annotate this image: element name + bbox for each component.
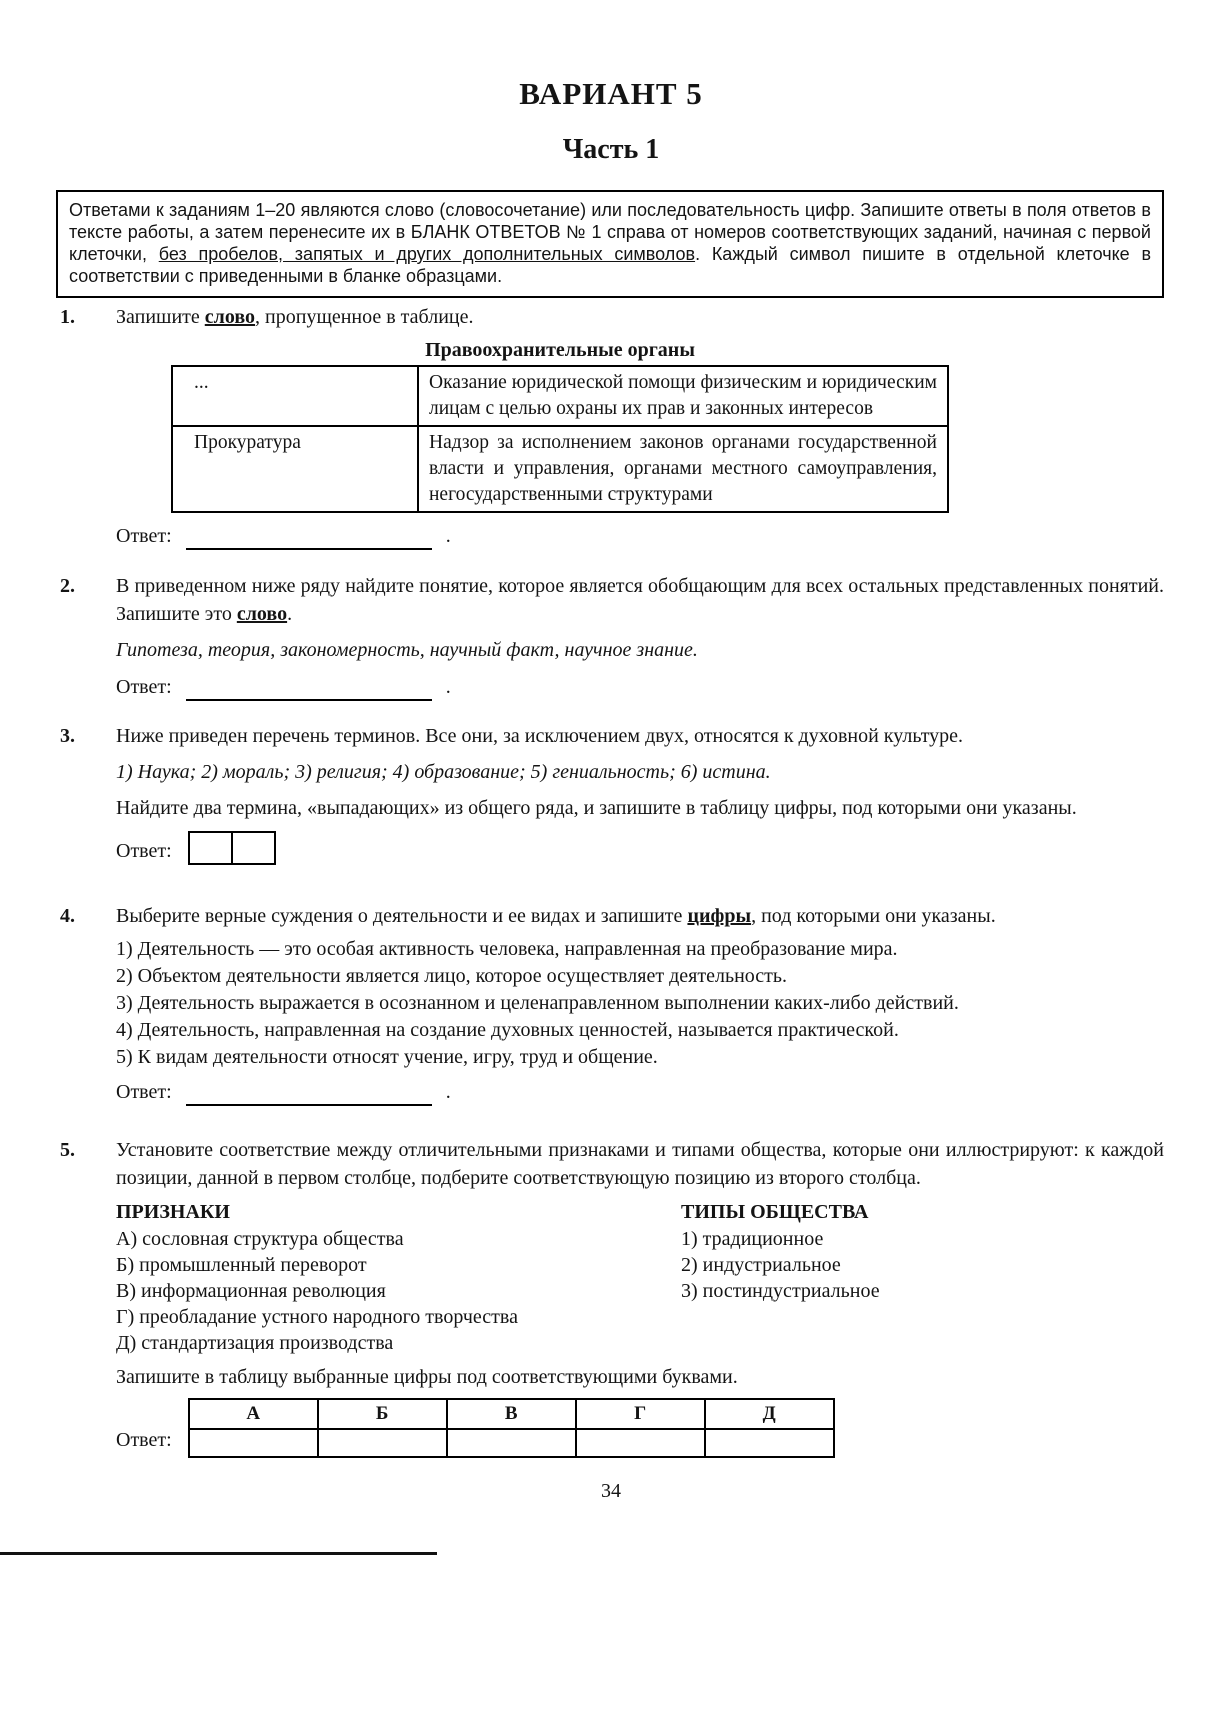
society-type-item: 3) постиндустриальное <box>681 1280 880 1302</box>
table-cell-definition: Оказание юридической помощи физическим и юридическим лицам с целью охраны их прав и законных интересов <box>418 366 948 426</box>
answer-label: Ответ: <box>116 840 172 862</box>
answer-blank <box>186 674 432 701</box>
table-row <box>172 426 948 512</box>
part-title: Часть 1 <box>562 134 660 165</box>
question-3-number: 3. <box>60 725 75 747</box>
table-row <box>172 366 948 426</box>
answer-cell <box>447 1429 576 1457</box>
statement-item: 1) Деятельность — это особая активность человека, направленная на преобразование мира. <box>116 938 898 960</box>
table-cell-term: Прокуратура <box>172 426 418 512</box>
question-5-number: 5. <box>60 1139 75 1161</box>
question-1-text-before: Запишите <box>116 306 205 328</box>
answer-column-header: А <box>189 1399 318 1429</box>
scan-artifact-line <box>0 1552 437 1555</box>
answer-cell <box>231 831 276 865</box>
question-4-items <box>116 936 1164 1071</box>
question-3-intro: Ниже приведен перечень терминов. Все они, за исключением двух, относятся к духовной культуре. <box>116 725 964 747</box>
answer-table-input-row <box>189 1429 834 1457</box>
variant-title: ВАРИАНТ 5 <box>519 76 703 111</box>
answer-line-q1 <box>116 522 1164 550</box>
society-type-item: 2) индустриальное <box>681 1254 841 1276</box>
answer-period: . <box>445 1081 451 1103</box>
instructions-text-before: Ответами к заданиям 1–20 являются слово (словосочетание) или последовательность цифр. Запишите ответы в поля ответов в тексте работы, а затем перенесите их в БЛАНК ОТВЕТОВ № 1 справа от номеров соответствующих заданий, начиная с первой клеточки, <box>69 200 1151 264</box>
question-4-text-after: , под которыми они указаны. <box>751 905 996 927</box>
answer-column-header: Б <box>318 1399 447 1429</box>
answer-blank <box>186 523 432 550</box>
answer-table-header-row <box>189 1399 834 1429</box>
feature-item: А) сословная структура общества <box>116 1228 404 1250</box>
society-types-column <box>681 1199 1164 1356</box>
answer-column-header: В <box>447 1399 576 1429</box>
answer-label: Ответ: <box>116 1429 172 1451</box>
question-2-terms: Гипотеза, теория, закономерность, научный факт, научное знание. <box>116 639 698 661</box>
question-5 <box>60 1136 1164 1458</box>
question-2-number: 2. <box>60 575 75 597</box>
statement-item: 5) К видам деятельности относят учение, игру, труд и общение. <box>116 1046 658 1068</box>
question-1-text <box>116 303 1164 331</box>
answer-cell <box>189 1429 318 1457</box>
answer-column-header: Д <box>705 1399 834 1429</box>
question-3 <box>60 722 1164 865</box>
answer-line-q4 <box>116 1078 1164 1106</box>
question-5-intro: Установите соответствие между отличительными признаками и типами общества, которые они иллюстрируют: к каждой позиции, данной в первом столбце, подберите соответствующую позицию из второго столбца. <box>116 1139 1164 1189</box>
question-4-number: 4. <box>60 905 75 927</box>
answer-label: Ответ: <box>116 1081 172 1103</box>
page-number: 34 <box>601 1480 621 1502</box>
table-cell-definition: Надзор за исполнением законов органами государственной власти и управления, органами местного самоуправления, негосударственными структурами <box>418 426 948 512</box>
answer-label: Ответ: <box>116 525 172 547</box>
answer-boxes <box>188 831 276 865</box>
answer-cell <box>576 1429 705 1457</box>
features-column <box>116 1199 681 1356</box>
answer-line-q2 <box>116 673 1164 701</box>
feature-item: В) информационная революция <box>116 1280 386 1302</box>
feature-item: Б) промышленный переворот <box>116 1254 367 1276</box>
question-2-keyword: слово <box>236 603 288 625</box>
question-3-task: Найдите два термина, «выпадающих» из общего ряда, и запишите в таблицу цифры, под которыми они указаны. <box>116 797 1077 819</box>
answer-period: . <box>445 676 451 698</box>
answer-line-q5 <box>116 1398 1164 1458</box>
question-1 <box>60 303 1164 550</box>
answer-period: . <box>445 525 451 547</box>
answer-cell <box>318 1429 447 1457</box>
question-1-number: 1. <box>60 306 75 328</box>
question-3-terms: 1) Наука; 2) мораль; 3) религия; 4) образование; 5) гениальность; 6) истина. <box>116 761 771 783</box>
table-cell-term: ... <box>172 366 418 426</box>
question-2 <box>60 572 1164 701</box>
question-1-keyword: слово <box>204 306 256 328</box>
question-4-text <box>116 902 1164 930</box>
instructions-box <box>56 190 1164 298</box>
question-4-text-before: Выберите верные суждения о деятельности и ее видах и запишите <box>116 905 688 927</box>
question-1-text-after: , пропущенное в таблице. <box>255 306 474 328</box>
instructions-text <box>69 199 1151 287</box>
feature-item: Д) стандартизация производства <box>116 1332 394 1354</box>
law-bodies-table-block <box>171 336 949 513</box>
answer-cell <box>188 831 233 865</box>
answer-column-header: Г <box>576 1399 705 1429</box>
answer-cell <box>705 1429 834 1457</box>
question-4 <box>60 902 1164 1106</box>
law-bodies-table <box>171 365 949 513</box>
instructions-text-after: . Каждый символ пишите в отдельной клеточке в соответствии с приведенными в бланке образцами. <box>69 244 1152 286</box>
features-header: ПРИЗНАКИ <box>116 1201 230 1223</box>
question-2-text-after: . <box>287 603 293 625</box>
answer-label: Ответ: <box>116 676 172 698</box>
table-title: Правоохранительные органы <box>425 339 695 361</box>
answer-blank <box>186 1079 432 1106</box>
question-4-keyword: цифры <box>687 905 752 927</box>
feature-item: Г) преобладание устного народного творчества <box>116 1306 518 1328</box>
answer-line-q3 <box>116 831 1164 865</box>
answer-table <box>188 1398 835 1458</box>
statement-item: 4) Деятельность, направленная на создание духовных ценностей, называется практической. <box>116 1019 899 1041</box>
society-types-header: ТИПЫ ОБЩЕСТВА <box>681 1201 869 1223</box>
statement-item: 3) Деятельность выражается в осознанном и целенаправленном выполнении каких-либо действий. <box>116 992 959 1014</box>
instructions-text-underlined: без пробелов, запятых и других дополнительных символов <box>158 244 696 264</box>
matching-columns <box>116 1199 1164 1356</box>
statement-item: 2) Объектом деятельности является лицо, которое осуществляет деятельность. <box>116 965 788 987</box>
society-type-item: 1) традиционное <box>681 1228 824 1250</box>
question-2-text-before: В приведенном ниже ряду найдите понятие, которое является обобщающим для всех остальных представленных понятий. Запишите это <box>116 575 1164 625</box>
question-5-task: Запишите в таблицу выбранные цифры под соответствующими буквами. <box>116 1366 738 1388</box>
question-2-text <box>116 572 1164 628</box>
